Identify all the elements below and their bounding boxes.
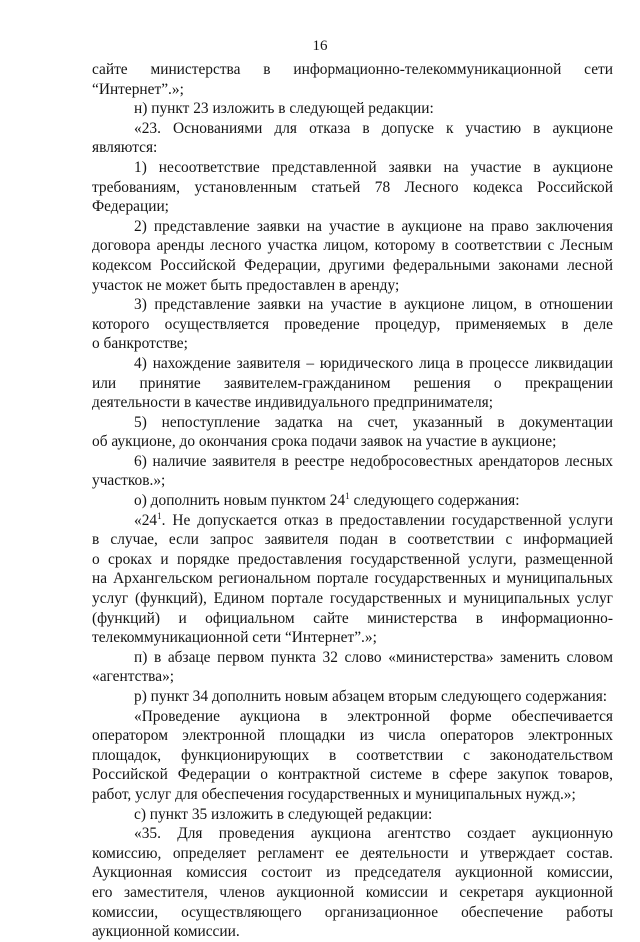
text-line: его заместителя, членов аукционной комиссии и секретаря аукционной: [92, 883, 613, 901]
text-line: участок не может быть предоставлен в аренду;: [92, 276, 400, 294]
text-line: «агентства»;: [92, 668, 175, 686]
paragraph-ground-4: [92, 354, 613, 413]
text-line: 2) представление заявки на участие в аукционе на право заключения: [134, 217, 613, 235]
paragraph-item-s: [92, 805, 613, 825]
text-line: требованиям, установленным статьей 78 Лесного кодекса Российской: [92, 178, 613, 196]
page-number: 16: [312, 38, 328, 54]
text-line: [92, 491, 613, 511]
text-line: являются:: [92, 139, 158, 157]
text-line: (функций) и официальном сайте министерства в информационно-: [92, 609, 613, 627]
text-line: кодексом Российской Федерации, другими федеральными законами лесной: [92, 256, 613, 274]
document-body: [92, 60, 613, 942]
text-line: площадок, функционирующих в соответствии с законодательством: [92, 746, 613, 764]
paragraph-item-p: [92, 648, 613, 687]
text-fragment: . Не допускается отказ в предоставлении государственной услуги: [161, 511, 613, 529]
text-line: телекоммуникационной сети “Интернет”.»;: [92, 629, 377, 647]
paragraph-electronic-auction: [92, 707, 613, 805]
paragraph-ground-6: [92, 452, 613, 491]
text-fragment: «24: [134, 511, 158, 529]
paragraph-ground-2: [92, 217, 613, 295]
text-line: Аукционная комиссия состоит из председателя аукционной комиссии,: [92, 864, 613, 882]
text-line: п) в абзаце первом пункта 32 слово «министерства» заменить словом: [134, 648, 613, 666]
text-line: 6) наличие заявителя в реестре недобросовестных арендаторов лесных: [134, 452, 613, 470]
text-line: участков.»;: [92, 472, 166, 490]
text-line: об аукционе, до окончания срока подачи заявок на участие в аукционе;: [92, 433, 557, 451]
text-line: которого осуществляется проведение процедур, применяемых в деле: [92, 315, 613, 333]
text-line: в случае, если запрос заявителя подан в соответствии с информацией: [92, 531, 613, 549]
text-line: аукционной комиссии.: [92, 923, 240, 941]
text-line: 5) непоступление задатка на счет, указанный в документации: [134, 413, 613, 431]
text-fragment: о) дополнить новым пунктом 24: [134, 492, 346, 510]
text-fragment: следующего содержания:: [349, 492, 520, 510]
text-line: 4) нахождение заявителя – юридического лица в процессе ликвидации: [134, 354, 613, 372]
superscript: 1: [345, 490, 350, 501]
text-line: или принятие заявителем-гражданином решения о прекращении: [92, 374, 613, 392]
paragraph-ground-3: [92, 295, 613, 354]
text-line: н) пункт 23 изложить в следующей редакции:: [134, 100, 434, 118]
text-line: Федерации;: [92, 198, 169, 216]
text-line: деятельности в качестве индивидуального предпринимателя;: [92, 394, 494, 412]
paragraph-ground-1: [92, 158, 613, 217]
text-line: «Проведение аукциона в электронной форме обеспечивается: [134, 707, 613, 725]
paragraph-item-o: [92, 491, 613, 511]
paragraph-item-n: [92, 99, 613, 119]
text-line: р) пункт 34 дополнить новым абзацем вторым следующего содержания:: [134, 688, 608, 705]
text-line: о сроках и порядке предоставления государственной услуги, размещенной: [92, 550, 613, 568]
paragraph-item-r: [92, 687, 613, 707]
text-line: о банкротстве;: [92, 335, 188, 353]
text-line: договора аренды лесного участка лицом, которому в соответствии с Лесным: [92, 237, 613, 255]
paragraph-clause-23: [92, 119, 613, 158]
paragraph-clause-24-1: [92, 511, 613, 648]
text-line: работ, услуг для обеспечения государственных и муниципальных нужд.»;: [92, 785, 576, 803]
text-line: [92, 511, 613, 531]
text-line: комиссии, осуществляющего организационное обеспечение работы: [92, 903, 613, 921]
paragraph-ground-5: [92, 413, 613, 452]
text-line: сайте министерства в информационно-телекоммуникационной сети: [92, 61, 613, 78]
text-line: услуг (функций), Едином портале государственных и муниципальных услуг: [92, 590, 613, 608]
text-line: с) пункт 35 изложить в следующей редакции:: [134, 805, 433, 823]
paragraph-internet-end: [92, 60, 613, 99]
paragraph-clause-35: [92, 824, 613, 942]
text-line: «23. Основаниями для отказа в допуске к участию в аукционе: [134, 119, 613, 137]
text-line: Российской Федерации о контрактной системе в сфере закупок товаров,: [92, 766, 613, 784]
text-line: комиссию, определяет регламент ее деятельности и утверждает состав.: [92, 844, 613, 862]
text-line: “Интернет”.»;: [92, 80, 184, 98]
text-line: 3) представление заявки на участие в аукционе лицом, в отношении: [134, 296, 613, 314]
text-line: 1) несоответствие представленной заявки на участие в аукционе: [134, 158, 613, 176]
text-line: «35. Для проведения аукциона агентство создает аукционную: [134, 825, 613, 843]
superscript: 1: [157, 510, 162, 521]
text-line: на Архангельском региональном портале государственных и муниципальных: [92, 570, 613, 588]
text-line: оператором электронной площадки из числа операторов электронных: [92, 727, 613, 745]
